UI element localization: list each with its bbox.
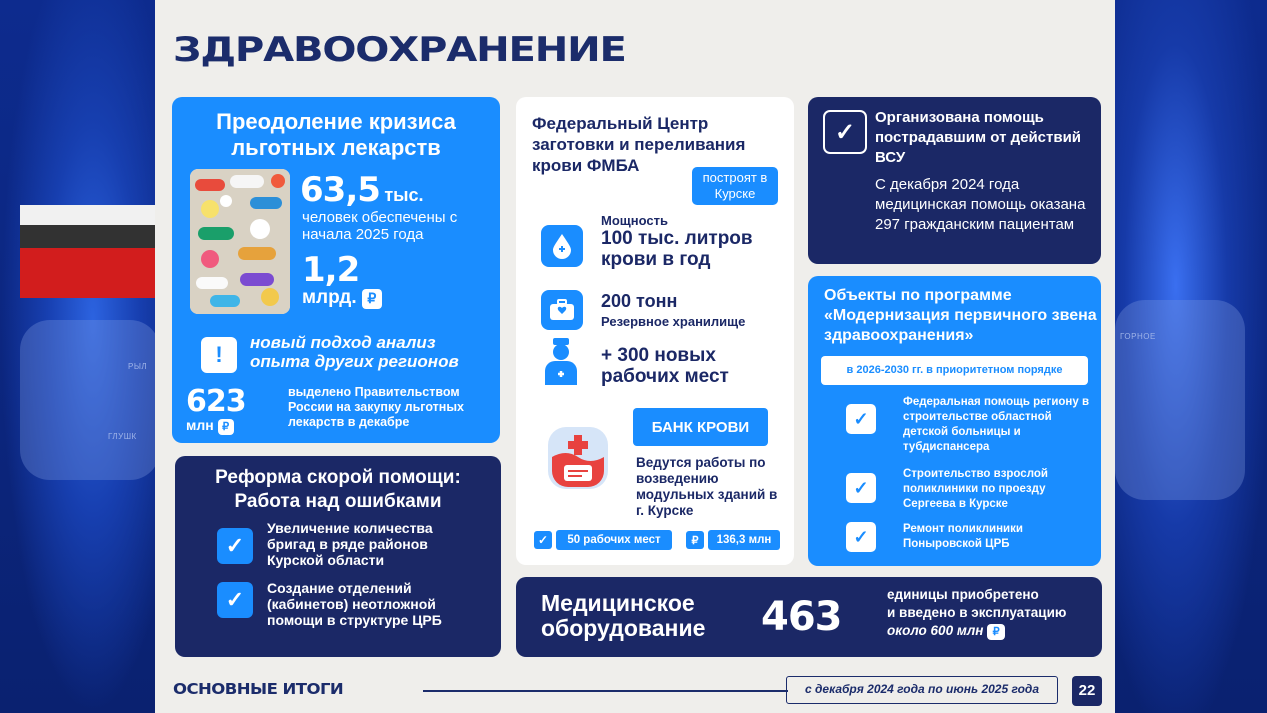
equipment-label-line: Медицинское xyxy=(541,590,695,616)
notice-text: новый подход анализ опыта других регионов xyxy=(250,333,459,371)
exclamation-icon: ! xyxy=(201,337,237,373)
assistance-text: С декабря 2024 года медицинская помощь оказана 297 гражданским пациентам xyxy=(875,176,1086,233)
blood-drop-icon xyxy=(541,225,583,267)
stat-people xyxy=(300,170,424,210)
pills-illustration xyxy=(190,169,290,314)
assistance-card xyxy=(808,97,1101,264)
background-left xyxy=(0,0,155,713)
primary-care-subtitle: в 2026-2030 гг. в приоритетном порядке xyxy=(821,356,1088,385)
primary-care-item: Федеральная помощь региону в строительстве областной детской больницы и тубдиспансера xyxy=(903,396,1090,453)
stat-funds xyxy=(302,250,382,309)
ambulance-item: Увеличение количества бригад в ряде районов Курской области xyxy=(267,520,433,568)
background-right xyxy=(1115,0,1267,713)
check-icon: ✓ xyxy=(823,110,867,154)
footer-period: с декабря 2024 года по июнь 2025 года xyxy=(786,676,1058,704)
ambulance-title xyxy=(175,466,501,514)
primary-care-item: Строительство взрослой поликлиники по проезду Сергеева в Курске xyxy=(903,468,1048,510)
equipment-cost: около 600 млн xyxy=(887,623,984,638)
cost-badge: 136,3 млн xyxy=(708,530,780,550)
map-shape xyxy=(1115,300,1245,500)
equipment-cost-row xyxy=(887,622,1097,640)
page-title: ЗДРАВООХРАНЕНИЕ xyxy=(173,30,626,70)
ruble-icon: ₽ xyxy=(218,419,234,435)
pills-image xyxy=(190,169,290,314)
equipment-label xyxy=(541,591,705,641)
equipment-text-line: единицы приобретено xyxy=(887,587,1039,602)
map-label: ГОРНОЕ xyxy=(1120,332,1156,341)
capacity-value: 100 тыс. литров крови в год xyxy=(601,228,753,270)
ruble-icon: ₽ xyxy=(987,624,1005,640)
page-number: 22 xyxy=(1072,676,1102,706)
stat-allocated xyxy=(186,384,246,435)
check-icon: ✓ xyxy=(846,522,876,552)
ambulance-title-line: Работа над ошибками xyxy=(234,491,442,512)
equipment-text-line: и введено в эксплуатацию xyxy=(887,605,1067,620)
blood-bank-text: Ведутся работы по возведению модульных зданий в г. Курске xyxy=(636,455,778,518)
checkbox-icon: ✓ xyxy=(217,528,253,564)
equipment-label-line: оборудование xyxy=(541,615,706,641)
checkbox-icon: ✓ xyxy=(217,582,253,618)
slide xyxy=(155,0,1115,713)
doctor-icon xyxy=(543,337,579,387)
primary-care-card xyxy=(808,276,1101,566)
footer-divider xyxy=(423,690,788,692)
blood-center-title: Федеральный Центр заготовки и переливания крови ФМБА xyxy=(532,114,746,175)
flag-stripe-red xyxy=(20,248,155,298)
ambulance-card xyxy=(175,456,501,657)
assistance-title: Организована помощь пострадавшим от действий ВСУ xyxy=(875,109,1082,166)
stat-allocated-text: выделено Правительством России на закупку льготных лекарств в декабре xyxy=(288,385,464,429)
crisis-title-line: Преодоление кризиса xyxy=(216,109,456,134)
blood-center-card xyxy=(516,97,794,565)
ruble-icon: ₽ xyxy=(362,289,382,309)
blood-bank-label: БАНК КРОВИ xyxy=(633,408,768,446)
blood-bag-icon xyxy=(542,421,614,493)
stat-funds-value: 1,2 xyxy=(302,250,360,290)
primary-care-item: Ремонт поликлиники Поныровской ЦРБ xyxy=(903,523,1023,550)
equipment-text xyxy=(887,586,1097,640)
stat-people-unit: тыс. xyxy=(384,185,424,205)
crisis-title-line: льготных лекарств xyxy=(231,135,441,160)
capacity-label: Мощность xyxy=(601,213,668,228)
footer-label: ОСНОВНЫЕ ИТОГИ xyxy=(173,680,344,698)
map-label: ГЛУШК xyxy=(108,432,137,441)
stat-allocated-unit: млн xyxy=(186,417,214,433)
ambulance-title-line: Реформа скорой помощи: xyxy=(215,467,461,488)
check-icon: ✓ xyxy=(846,404,876,434)
stat-allocated-unit-row xyxy=(186,417,246,435)
storage-label: Резервное хранилище xyxy=(601,314,746,329)
map-shape xyxy=(20,320,160,480)
jobs-badge: 50 рабочих мест xyxy=(556,530,672,550)
check-icon: ✓ xyxy=(846,473,876,503)
primary-care-title: Объекты по программе «Модернизация первичного звена здравоохранения» xyxy=(824,287,1097,344)
ruble-icon: ₽ xyxy=(686,531,704,549)
stat-people-text: человек обеспечены с начала 2025 года xyxy=(302,209,458,243)
crisis-card xyxy=(172,97,500,443)
crisis-title xyxy=(172,109,500,161)
stat-people-value: 63,5 xyxy=(300,170,380,210)
equipment-card xyxy=(516,577,1102,657)
stat-funds-unit: млрд. xyxy=(302,287,357,308)
storage-value: 200 тонн xyxy=(601,291,678,311)
map-label: РЫЛ xyxy=(128,362,148,371)
equipment-value: 463 xyxy=(761,594,842,640)
check-icon: ✓ xyxy=(534,531,552,549)
location-badge: построят в Курске xyxy=(692,167,778,205)
stat-allocated-value: 623 xyxy=(186,384,246,419)
stat-funds-unit-row xyxy=(302,287,382,309)
medical-case-icon xyxy=(541,290,583,330)
jobs-value: + 300 новых рабочих мест xyxy=(601,345,729,387)
ambulance-item: Создание отделений (кабинетов) неотложной помощи в структуре ЦРБ xyxy=(267,580,442,628)
